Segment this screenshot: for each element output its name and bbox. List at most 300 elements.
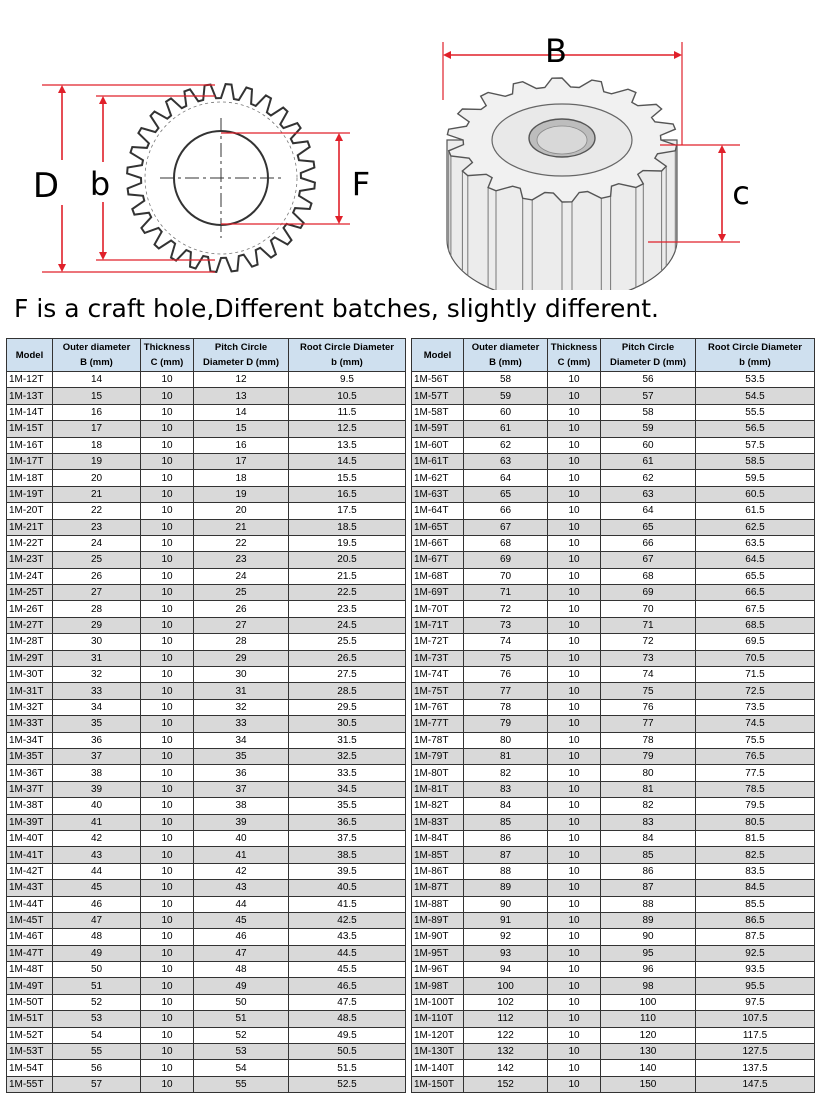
table-row xyxy=(412,1060,815,1076)
table-cell: 58.5 xyxy=(696,453,815,469)
table-cell: 15 xyxy=(194,421,289,437)
table-row xyxy=(412,585,815,601)
table-row xyxy=(7,453,406,469)
table-cell: 1M-34T xyxy=(7,732,53,748)
table-cell: 10 xyxy=(141,798,194,814)
table-row xyxy=(412,830,815,846)
table-cell: 81 xyxy=(464,748,548,764)
table-cell: 20 xyxy=(194,503,289,519)
table-cell: 57.5 xyxy=(696,437,815,453)
table-cell: 78.5 xyxy=(696,781,815,797)
table-cell: 10 xyxy=(141,617,194,633)
table-row xyxy=(7,585,406,601)
table-cell: 1M-120T xyxy=(412,1027,464,1043)
table-row xyxy=(7,994,406,1010)
table-cell: 1M-57T xyxy=(412,388,464,404)
table-cell: 26 xyxy=(53,568,141,584)
table-cell: 1M-18T xyxy=(7,470,53,486)
table-cell: 82.5 xyxy=(696,847,815,863)
table-cell: 1M-26T xyxy=(7,601,53,617)
table-cell: 112 xyxy=(464,1011,548,1027)
table-cell: 1M-30T xyxy=(7,667,53,683)
table-row xyxy=(412,716,815,732)
table-cell: 1M-71T xyxy=(412,617,464,633)
table-cell: 38 xyxy=(53,765,141,781)
table-cell: 1M-100T xyxy=(412,994,464,1010)
craft-hole-note: F is a craft hole,Different batches, slightly different. xyxy=(14,294,660,323)
table-cell: 54 xyxy=(53,1027,141,1043)
table-cell: 35 xyxy=(53,716,141,732)
table-cell: 63 xyxy=(464,453,548,469)
table-cell: 1M-90T xyxy=(412,929,464,945)
table-cell: 1M-51T xyxy=(7,1011,53,1027)
table-cell: 50 xyxy=(194,994,289,1010)
table-cell: 1M-46T xyxy=(7,929,53,945)
table-cell: 10 xyxy=(141,716,194,732)
table-cell: 10 xyxy=(141,814,194,830)
table-cell: 64 xyxy=(464,470,548,486)
table-cell: 1M-61T xyxy=(412,453,464,469)
table-cell: 58 xyxy=(464,372,548,388)
table-cell: 75.5 xyxy=(696,732,815,748)
table-cell: 93.5 xyxy=(696,962,815,978)
column-header-text: Pitch Circle xyxy=(214,342,268,353)
table-cell: 1M-48T xyxy=(7,962,53,978)
table-row xyxy=(412,683,815,699)
table-row xyxy=(412,568,815,584)
table-cell: 142 xyxy=(464,1060,548,1076)
table-cell: 87 xyxy=(601,880,696,896)
table-row xyxy=(7,486,406,502)
table-cell: 10 xyxy=(548,732,601,748)
table-cell: 54.5 xyxy=(696,388,815,404)
table-cell: 60.5 xyxy=(696,486,815,502)
table-cell: 1M-44T xyxy=(7,896,53,912)
table-cell: 20 xyxy=(53,470,141,486)
table-cell: 55.5 xyxy=(696,404,815,420)
table-cell: 28 xyxy=(53,601,141,617)
table-row xyxy=(7,830,406,846)
table-cell: 44 xyxy=(194,896,289,912)
table-cell: 10 xyxy=(141,912,194,928)
table-cell: 75 xyxy=(601,683,696,699)
table-cell: 1M-80T xyxy=(412,765,464,781)
table-cell: 10 xyxy=(141,732,194,748)
table-cell: 1M-79T xyxy=(412,748,464,764)
table-cell: 82 xyxy=(601,798,696,814)
table-header xyxy=(7,339,406,372)
table-cell: 10 xyxy=(141,1044,194,1060)
table-cell: 37.5 xyxy=(289,830,406,846)
table-cell: 1M-98T xyxy=(412,978,464,994)
table-row xyxy=(7,372,406,388)
table-cell: 46.5 xyxy=(289,978,406,994)
table-cell: 52.5 xyxy=(289,1076,406,1092)
table-cell: 60 xyxy=(464,404,548,420)
table-cell: 71 xyxy=(601,617,696,633)
table-cell: 72 xyxy=(601,634,696,650)
table-cell: 23 xyxy=(53,519,141,535)
table-cell: 10 xyxy=(548,503,601,519)
table-cell: 147.5 xyxy=(696,1076,815,1092)
table-cell: 64.5 xyxy=(696,552,815,568)
table-cell: 10 xyxy=(548,650,601,666)
table-cell: 10 xyxy=(548,453,601,469)
table-cell: 81 xyxy=(601,781,696,797)
table-cell: 90 xyxy=(464,896,548,912)
table-cell: 67 xyxy=(464,519,548,535)
table-cell: 1M-49T xyxy=(7,978,53,994)
table-cell: 22 xyxy=(194,535,289,551)
table-row xyxy=(7,945,406,961)
gear-bore-inner xyxy=(537,126,587,154)
table-cell: 1M-140T xyxy=(412,1060,464,1076)
table-cell: 127.5 xyxy=(696,1044,815,1060)
table-cell: 22 xyxy=(53,503,141,519)
table-cell: 10 xyxy=(141,552,194,568)
table-cell: 17.5 xyxy=(289,503,406,519)
table-cell: 1M-59T xyxy=(412,421,464,437)
table-cell: 69.5 xyxy=(696,634,815,650)
table-cell: 35 xyxy=(194,748,289,764)
table-cell: 1M-50T xyxy=(7,994,53,1010)
table-cell: 150 xyxy=(601,1076,696,1092)
table-cell: 1M-76T xyxy=(412,699,464,715)
table-cell: 1M-53T xyxy=(7,1044,53,1060)
gear-isometric-view xyxy=(443,32,750,290)
table-row xyxy=(412,962,815,978)
table-cell: 10 xyxy=(548,372,601,388)
column-header-text: B (mm) xyxy=(489,357,522,368)
table-cell: 47.5 xyxy=(289,994,406,1010)
gear-dimension-diagram xyxy=(0,0,815,290)
table-cell: 94 xyxy=(464,962,548,978)
table-cell: 88 xyxy=(601,896,696,912)
table-row xyxy=(7,1060,406,1076)
table-cell: 120 xyxy=(601,1027,696,1043)
table-cell: 1M-16T xyxy=(7,437,53,453)
table-cell: 63 xyxy=(601,486,696,502)
table-cell: 59 xyxy=(601,421,696,437)
table-cell: 62.5 xyxy=(696,519,815,535)
table-cell: 73 xyxy=(601,650,696,666)
table-row xyxy=(7,962,406,978)
table-cell: 10 xyxy=(141,404,194,420)
table-cell: 10 xyxy=(548,1027,601,1043)
table-cell: 10 xyxy=(548,929,601,945)
table-cell: 69 xyxy=(601,585,696,601)
table-cell: 10 xyxy=(548,470,601,486)
table-cell: 83 xyxy=(464,781,548,797)
table-cell: 45 xyxy=(53,880,141,896)
table-cell: 100 xyxy=(464,978,548,994)
table-cell: 1M-40T xyxy=(7,830,53,846)
table-cell: 1M-78T xyxy=(412,732,464,748)
label-b: b xyxy=(89,165,111,203)
table-cell: 10 xyxy=(548,847,601,863)
table-cell: 83.5 xyxy=(696,863,815,879)
table-cell: 23 xyxy=(194,552,289,568)
table-cell: 77.5 xyxy=(696,765,815,781)
table-cell: 44 xyxy=(53,863,141,879)
table-cell: 10 xyxy=(548,683,601,699)
table-cell: 24 xyxy=(53,535,141,551)
table-cell: 68 xyxy=(601,568,696,584)
table-cell: 1M-68T xyxy=(412,568,464,584)
table-cell: 29.5 xyxy=(289,699,406,715)
table-row xyxy=(7,798,406,814)
table-cell: 10 xyxy=(548,519,601,535)
table-cell: 1M-67T xyxy=(412,552,464,568)
table-row xyxy=(7,568,406,584)
table-cell: 96 xyxy=(601,962,696,978)
table-cell: 110 xyxy=(601,1011,696,1027)
table-cell: 66 xyxy=(601,535,696,551)
table-cell: 122 xyxy=(464,1027,548,1043)
table-row xyxy=(7,814,406,830)
column-header-text: b (mm) xyxy=(331,357,363,368)
label-D: D xyxy=(32,166,60,206)
table-cell: 27 xyxy=(53,585,141,601)
table-cell: 18 xyxy=(194,470,289,486)
table-row xyxy=(412,863,815,879)
table-cell: 10 xyxy=(141,978,194,994)
table-cell: 10 xyxy=(141,372,194,388)
table-cell: 41 xyxy=(53,814,141,830)
table-cell: 1M-54T xyxy=(7,1060,53,1076)
table-cell: 47 xyxy=(53,912,141,928)
table-cell: 77 xyxy=(464,683,548,699)
table-row xyxy=(7,437,406,453)
table-cell: 10 xyxy=(548,634,601,650)
table-row xyxy=(412,470,815,486)
table-cell: 10 xyxy=(548,421,601,437)
table-row xyxy=(412,372,815,388)
table-cell: 45.5 xyxy=(289,962,406,978)
table-row xyxy=(412,650,815,666)
column-header-text: Model xyxy=(423,349,452,361)
table-cell: 43.5 xyxy=(289,929,406,945)
table-cell: 46 xyxy=(53,896,141,912)
table-row xyxy=(7,634,406,650)
table-cell: 10 xyxy=(548,945,601,961)
table-cell: 31.5 xyxy=(289,732,406,748)
table-cell: 66.5 xyxy=(696,585,815,601)
table-cell: 65 xyxy=(601,519,696,535)
table-cell: 55 xyxy=(53,1044,141,1060)
table-cell: 40 xyxy=(53,798,141,814)
table-cell: 25 xyxy=(194,585,289,601)
table-cell: 50.5 xyxy=(289,1044,406,1060)
table-cell: 10 xyxy=(141,1011,194,1027)
column-header-text: Diameter D (mm) xyxy=(609,357,687,368)
table-cell: 37 xyxy=(53,748,141,764)
table-cell: 1M-86T xyxy=(412,863,464,879)
table-cell: 10 xyxy=(141,388,194,404)
column-header xyxy=(7,339,53,372)
table-cell: 42.5 xyxy=(289,912,406,928)
table-cell: 1M-58T xyxy=(412,404,464,420)
table-cell: 50 xyxy=(53,962,141,978)
table-cell: 51 xyxy=(53,978,141,994)
table-cell: 74.5 xyxy=(696,716,815,732)
table-cell: 86.5 xyxy=(696,912,815,928)
table-row xyxy=(412,732,815,748)
table-cell: 86 xyxy=(601,863,696,879)
table-cell: 30 xyxy=(194,667,289,683)
table-row xyxy=(412,699,815,715)
table-cell: 56 xyxy=(53,1060,141,1076)
table-cell: 10 xyxy=(141,585,194,601)
table-cell: 18.5 xyxy=(289,519,406,535)
table-row xyxy=(412,486,815,502)
table-cell: 67 xyxy=(601,552,696,568)
table-cell: 10 xyxy=(548,601,601,617)
table-cell: 54 xyxy=(194,1060,289,1076)
table-cell: 1M-73T xyxy=(412,650,464,666)
table-cell: 84 xyxy=(464,798,548,814)
table-cell: 15 xyxy=(53,388,141,404)
table-cell: 10 xyxy=(141,781,194,797)
table-cell: 27.5 xyxy=(289,667,406,683)
table-cell: 67.5 xyxy=(696,601,815,617)
table-cell: 85 xyxy=(601,847,696,863)
table-cell: 68 xyxy=(464,535,548,551)
table-cell: 27 xyxy=(194,617,289,633)
table-cell: 1M-62T xyxy=(412,470,464,486)
table-row xyxy=(7,601,406,617)
table-cell: 1M-56T xyxy=(412,372,464,388)
table-cell: 29 xyxy=(53,617,141,633)
table-cell: 16.5 xyxy=(289,486,406,502)
table-cell: 10 xyxy=(141,699,194,715)
table-cell: 71 xyxy=(464,585,548,601)
table-cell: 84 xyxy=(601,830,696,846)
table-cell: 33 xyxy=(194,716,289,732)
table-cell: 37 xyxy=(194,781,289,797)
table-cell: 56.5 xyxy=(696,421,815,437)
table-cell: 85 xyxy=(464,814,548,830)
table-cell: 10 xyxy=(141,470,194,486)
table-cell: 10 xyxy=(141,896,194,912)
table-cell: 140 xyxy=(601,1060,696,1076)
table-cell: 1M-66T xyxy=(412,535,464,551)
table-cell: 10 xyxy=(141,830,194,846)
table-cell: 10 xyxy=(548,667,601,683)
table-cell: 17 xyxy=(194,453,289,469)
table-cell: 87 xyxy=(464,847,548,863)
table-cell: 1M-47T xyxy=(7,945,53,961)
table-cell: 1M-39T xyxy=(7,814,53,830)
table-row xyxy=(7,421,406,437)
table-cell: 10 xyxy=(141,535,194,551)
table-row xyxy=(7,1011,406,1027)
table-cell: 1M-41T xyxy=(7,847,53,863)
column-header-text: B (mm) xyxy=(80,357,113,368)
table-cell: 10 xyxy=(141,748,194,764)
table-cell: 10 xyxy=(141,929,194,945)
table-cell: 36.5 xyxy=(289,814,406,830)
table-cell: 65.5 xyxy=(696,568,815,584)
table-row xyxy=(412,437,815,453)
column-header xyxy=(412,339,464,372)
table-cell: 93 xyxy=(464,945,548,961)
table-cell: 10 xyxy=(548,896,601,912)
table-cell: 52 xyxy=(53,994,141,1010)
table-cell: 73 xyxy=(464,617,548,633)
table-cell: 10 xyxy=(141,503,194,519)
table-cell: 10 xyxy=(548,1076,601,1092)
table-cell: 10 xyxy=(548,437,601,453)
table-cell: 1M-55T xyxy=(7,1076,53,1092)
table-row xyxy=(412,945,815,961)
column-header-text: Model xyxy=(15,349,44,361)
table-cell: 1M-36T xyxy=(7,765,53,781)
table-cell: 90 xyxy=(601,929,696,945)
table-cell: 43 xyxy=(194,880,289,896)
table-cell: 24.5 xyxy=(289,617,406,633)
table-cell: 1M-23T xyxy=(7,552,53,568)
table-cell: 1M-85T xyxy=(412,847,464,863)
table-cell: 78 xyxy=(464,699,548,715)
table-cell: 1M-37T xyxy=(7,781,53,797)
table-cell: 80 xyxy=(601,765,696,781)
column-header xyxy=(53,339,141,372)
table-cell: 12.5 xyxy=(289,421,406,437)
table-cell: 86 xyxy=(464,830,548,846)
table-cell: 61.5 xyxy=(696,503,815,519)
table-cell: 68.5 xyxy=(696,617,815,633)
table-cell: 1M-110T xyxy=(412,1011,464,1027)
table-cell: 76.5 xyxy=(696,748,815,764)
table-cell: 13.5 xyxy=(289,437,406,453)
table-cell: 10 xyxy=(548,404,601,420)
table-cell: 35.5 xyxy=(289,798,406,814)
table-cell: 1M-95T xyxy=(412,945,464,961)
table-row xyxy=(7,929,406,945)
table-cell: 1M-64T xyxy=(412,503,464,519)
table-cell: 14.5 xyxy=(289,453,406,469)
table-cell: 72 xyxy=(464,601,548,617)
table-cell: 40 xyxy=(194,830,289,846)
table-cell: 66 xyxy=(464,503,548,519)
table-row xyxy=(7,748,406,764)
table-cell: 102 xyxy=(464,994,548,1010)
table-cell: 40.5 xyxy=(289,880,406,896)
table-cell: 89 xyxy=(464,880,548,896)
table-cell: 1M-65T xyxy=(412,519,464,535)
table-cell: 43 xyxy=(53,847,141,863)
table-cell: 80.5 xyxy=(696,814,815,830)
table-cell: 55 xyxy=(194,1076,289,1092)
table-cell: 1M-14T xyxy=(7,404,53,420)
table-cell: 1M-77T xyxy=(412,716,464,732)
table-cell: 1M-32T xyxy=(7,699,53,715)
table-cell: 1M-89T xyxy=(412,912,464,928)
table-cell: 1M-20T xyxy=(7,503,53,519)
table-cell: 1M-72T xyxy=(412,634,464,650)
table-cell: 48 xyxy=(53,929,141,945)
table-cell: 95 xyxy=(601,945,696,961)
table-cell: 73.5 xyxy=(696,699,815,715)
table-cell: 10 xyxy=(141,650,194,666)
table-cell: 36 xyxy=(194,765,289,781)
column-header xyxy=(696,339,815,372)
table-cell: 1M-130T xyxy=(412,1044,464,1060)
table-cell: 29 xyxy=(194,650,289,666)
table-cell: 10 xyxy=(141,880,194,896)
table-cell: 61 xyxy=(601,453,696,469)
